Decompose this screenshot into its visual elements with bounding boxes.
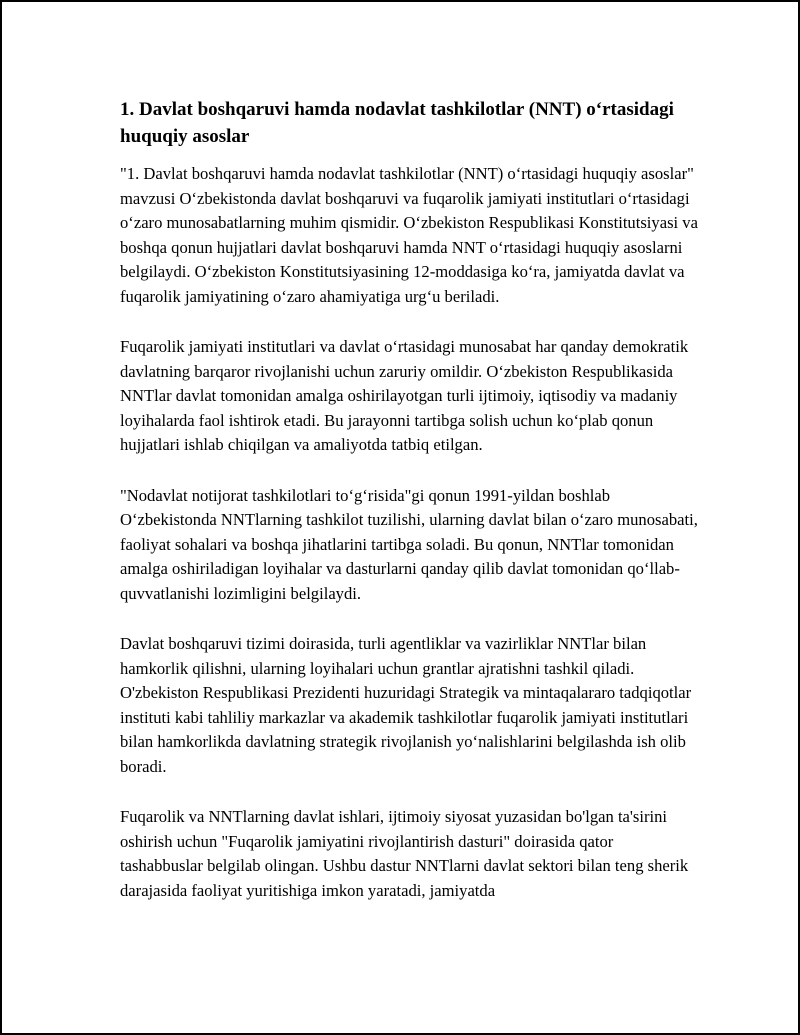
paragraph-4: Davlat boshqaruvi tizimi doirasida, turli agentliklar va vazirliklar NNTlar bilan hamkorlik qilishni, ularning loyihalari uchun grantlar ajratishni tashkil qiladi. O'zbekiston Respublikasi Prezidenti huzuridagi Strategik va mintaqalararo tadqiqotlar instituti kabi tahliliy markazlar va akademik tashkilotlar fuqarolik jamiyati institutlari bilan hamkorlikda davlatning strategik rivojlanish yo‘nalishlarini belgilashda ish olib boradi. — [120, 634, 692, 776]
paragraph-5: Fuqarolik va NNTlarning davlat ishlari, ijtimoiy siyosat yuzasidan bo'lgan ta'sirini oshirish uchun "Fuqarolik jamiyatini rivojlantirish dasturi" doirasida qator tashabbuslar belgilab olingan. Ushbu dastur NNTlarni davlat sektori bilan teng sherik darajasida faoliyat yuritishiga imkon yaratadi, jamiyatda — [120, 807, 689, 900]
paragraph-3: "Nodavlat notijorat tashkilotlari to‘g‘risida"gi qonun 1991-yildan boshlab O‘zbekistonda NNTlarning tashkilot tuzilishi, ularning davlat bilan o‘zaro munosabati, faoliyat sohalari va boshqa jihatlarini tartibga soladi. Bu qonun, NNTlar tomonidan amalga oshiriladigan loyihalar va dasturlarni qanday qilib davlat tomonidan qo‘llab-quvvatlanishi lozimligini belgilaydi. — [120, 485, 698, 603]
paragraph-1: "1. Davlat boshqaruvi hamda nodavlat tashkilotlar (NNT) o‘rtasidagi huquqiy asoslar" mavzusi O‘zbekistonda davlat boshqaruvi va fuqarolik jamiyati institutlari o‘rtasidagi o‘zaro munosabatlarning muhim qismidir. O‘zbekiston Respublikasi Konstitutsiyasi va boshqa qonun hujjatlari davlat boshqaruvi hamda NNT o‘rtasidagi huquqiy asoslarni belgilaydi. O‘zbekiston Konstitutsiyasining 12-moddasiga ko‘ra, jamiyatda davlat va fuqarolik jamiyatining o‘zaro ahamiyatiga urg‘u beriladi. — [120, 164, 698, 306]
section-heading: 1. Davlat boshqaruvi hamda nodavlat tashkilotlar (NNT) o‘rtasidagi huquqiy asoslar — [120, 99, 674, 147]
paragraph-2: Fuqarolik jamiyati institutlari va davlat o‘rtasidagi munosabat har qanday demokratik davlatning barqaror rivojlanishi uchun zaruriy omildir. O‘zbekiston Respublikasida NNTlar davlat tomonidan amalga oshirilayotgan turli ijtimoiy, iqtisodiy va madaniy loyihalarda faol ishtirok etadi. Bu jarayonni tartibga solish uchun ko‘plab qonun hujjatlari ishlab chiqilgan va amaliyotda tatbiq etilgan. — [120, 337, 689, 454]
document-body — [120, 96, 700, 929]
